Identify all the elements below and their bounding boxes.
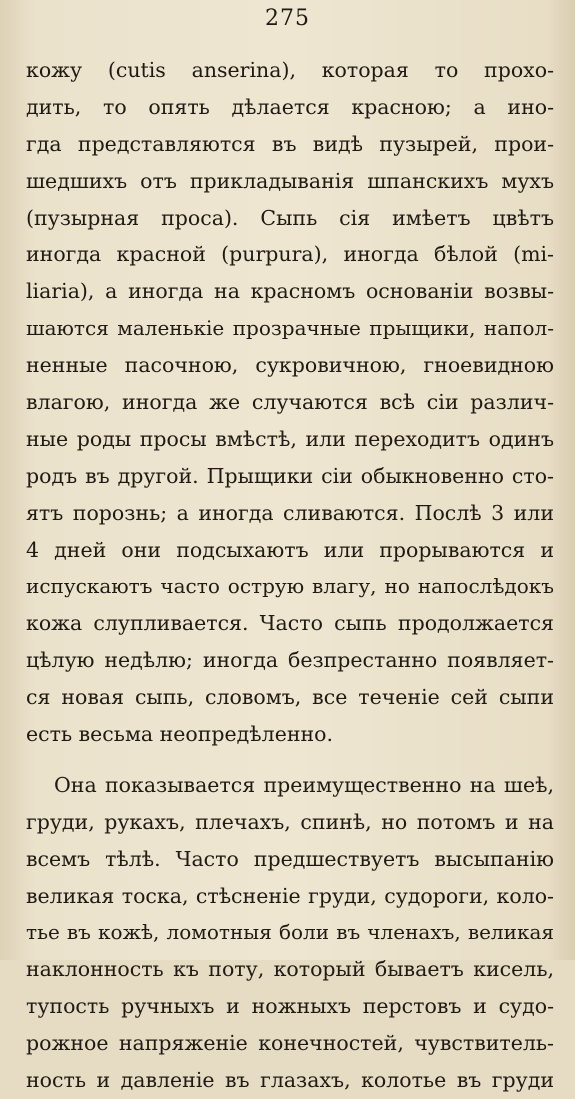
text-line: Она показывается преимущественно на шеѣ, xyxy=(54,772,554,797)
text-line: кожу (cutis anserina), которая то прохо- xyxy=(26,58,554,82)
paragraph-gap xyxy=(26,753,554,767)
text-line: ные роды просы вмѣстѣ, или переходитъ одинъ xyxy=(26,426,554,451)
text-line: испускаютъ часто острую влагу, но напослѣдокъ xyxy=(26,574,554,599)
paragraph-2 xyxy=(26,767,554,1099)
text-line: 4 дней они подсыхаютъ или прорываются и xyxy=(26,537,554,562)
text-line: тупость ручныхъ и ножныхъ перстовъ и судо- xyxy=(26,994,554,1019)
text-line: родъ въ другой. Прыщики сіи обыкновенно сто- xyxy=(26,463,554,488)
text-line: дить, то опять дѣлается красною; а ино- xyxy=(26,94,554,119)
text-line: ся новая сыпь, словомъ, все теченіе сей сыпи xyxy=(26,685,554,710)
text-line: есть весьма неопредѣленно. xyxy=(26,722,334,747)
text-line: цѣлую недѣлю; иногда безпрестанно появляет- xyxy=(26,648,554,673)
text-line: шаются маленькіе прозрачные прыщики, напол- xyxy=(26,316,554,341)
text-line: кожа слупливается. Часто сыпь продолжается xyxy=(26,611,554,636)
body-text xyxy=(26,52,554,1099)
text-line: всемъ тѣлѣ. Часто предшествуетъ высыпанію xyxy=(26,846,554,871)
text-line: иногда красной (purpura), иногда бѣлой (mi- xyxy=(26,242,554,267)
text-line: liaria), а иногда на красномъ основаніи возвы- xyxy=(26,279,554,304)
text-line: влагою, иногда же случаются всѣ сіи различ- xyxy=(26,390,554,415)
page-number: 275 xyxy=(265,6,310,31)
text-line: наклонность къ поту, который бываетъ кисель, xyxy=(26,957,554,982)
text-line: тье въ кожѣ, ломотныя боли въ членахъ, великая xyxy=(26,920,554,945)
text-line: рожное напряженіе конечностей, чувствитель- xyxy=(26,1031,554,1056)
paragraph-1 xyxy=(26,52,554,753)
text-line: гда представляются въ видѣ пузырей, прои- xyxy=(26,131,554,156)
text-line: (пузырная проса). Сыпь сія имѣетъ цвѣтъ xyxy=(26,205,554,230)
text-line: ность и давленіе въ глазахъ, колотье въ груди xyxy=(26,1068,554,1093)
text-line: ненные пасочною, сукровичною, гноевидною xyxy=(26,353,554,378)
text-line: великая тоска, стѣсненіе груди, судороги, коло- xyxy=(26,883,554,908)
text-line: ятъ порознь; а иногда сливаются. Послѣ 3 или xyxy=(26,500,554,525)
text-line: груди, рукахъ, плечахъ, спинѣ, но потомъ и на xyxy=(26,809,554,834)
text-line: шедшихъ отъ прикладыванія шпанскихъ мухъ xyxy=(26,168,554,193)
